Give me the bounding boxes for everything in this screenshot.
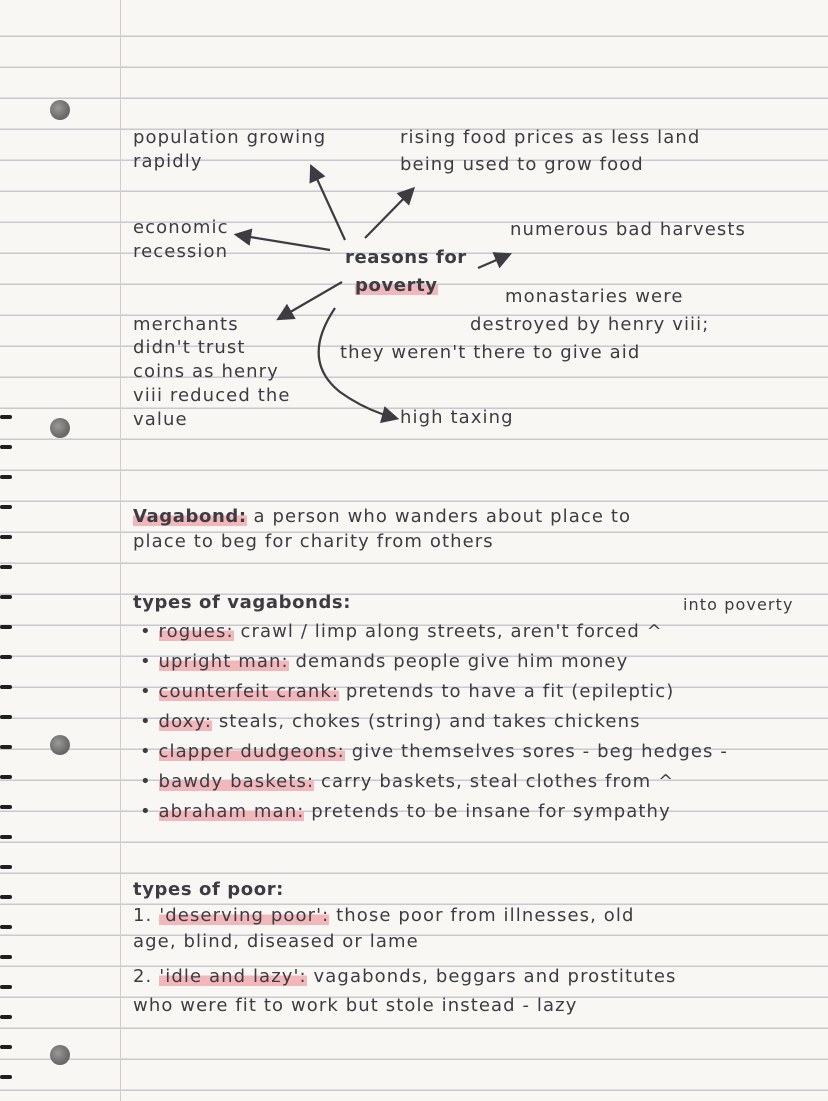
poor-item-1-line-1: 1. 'deserving poor': those poor from illnesses, old	[133, 905, 635, 926]
vagabond-term: Vagabond:	[133, 506, 247, 527]
list-item: • doxy: steals, chokes (string) and takes chickens	[140, 711, 641, 732]
binder-hole	[50, 735, 70, 755]
population-line-2: rapidly	[133, 151, 203, 172]
binder-hole	[50, 418, 70, 438]
food-prices-line-2: being used to grow food	[400, 154, 644, 175]
monasteries-line-1: monastaries were	[505, 286, 684, 307]
high-taxing: high taxing	[400, 407, 514, 428]
population-line-1: population growing	[133, 127, 327, 148]
vagabond-definition-line-2: place to beg for charity from others	[133, 531, 494, 552]
mindmap-center-line-2: poverty	[355, 275, 438, 296]
economic-line-1: economic	[133, 217, 229, 238]
types-of-vagabonds-heading: types of vagabonds:	[133, 592, 352, 613]
list-item: • bawdy baskets: carry baskets, steal clothes from ^	[140, 771, 675, 792]
economic-line-2: recession	[133, 241, 229, 262]
food-prices-line-1: rising food prices as less land	[400, 127, 701, 148]
mindmap-center-line-1: reasons for	[345, 247, 467, 268]
binder-hole	[50, 1045, 70, 1065]
merchants-line-3: coins as henry	[133, 361, 279, 382]
poor-item-1-line-2: age, blind, diseased or lame	[133, 931, 419, 952]
monasteries-line-3: they weren't there to give aid	[340, 342, 641, 363]
monasteries-line-2: destroyed by henry viii;	[470, 314, 710, 335]
merchants-line-4: viii reduced the	[133, 385, 291, 406]
merchants-line-2: didn't trust	[133, 337, 246, 358]
list-item: • rogues: crawl / limp along streets, aren't forced ^	[140, 621, 663, 642]
list-item: • upright man: demands people give him money	[140, 651, 629, 672]
list-item: • counterfeit crank: pretends to have a fit (epileptic)	[140, 681, 675, 702]
list-item: • clapper dudgeons: give themselves sores - beg hedges -	[140, 741, 728, 762]
margin-note-into-poverty: into poverty	[683, 595, 794, 614]
vagabond-def-1: a person who wanders about place to	[253, 506, 632, 527]
merchants-line-5: value	[133, 409, 188, 430]
merchants-line-1: merchants	[133, 314, 239, 335]
vagabond-definition-line-1	[133, 507, 631, 527]
types-of-poor-heading: types of poor:	[133, 879, 284, 900]
margin-line	[120, 0, 121, 1101]
list-item: • abraham man: pretends to be insane for sympathy	[140, 801, 671, 822]
poor-item-2-line-1: 2. 'idle and lazy': vagabonds, beggars and prostitutes	[133, 966, 677, 987]
bad-harvests: numerous bad harvests	[510, 219, 747, 240]
poor-item-2-line-2: who were fit to work but stole instead - lazy	[133, 995, 578, 1016]
binder-hole	[50, 100, 70, 120]
